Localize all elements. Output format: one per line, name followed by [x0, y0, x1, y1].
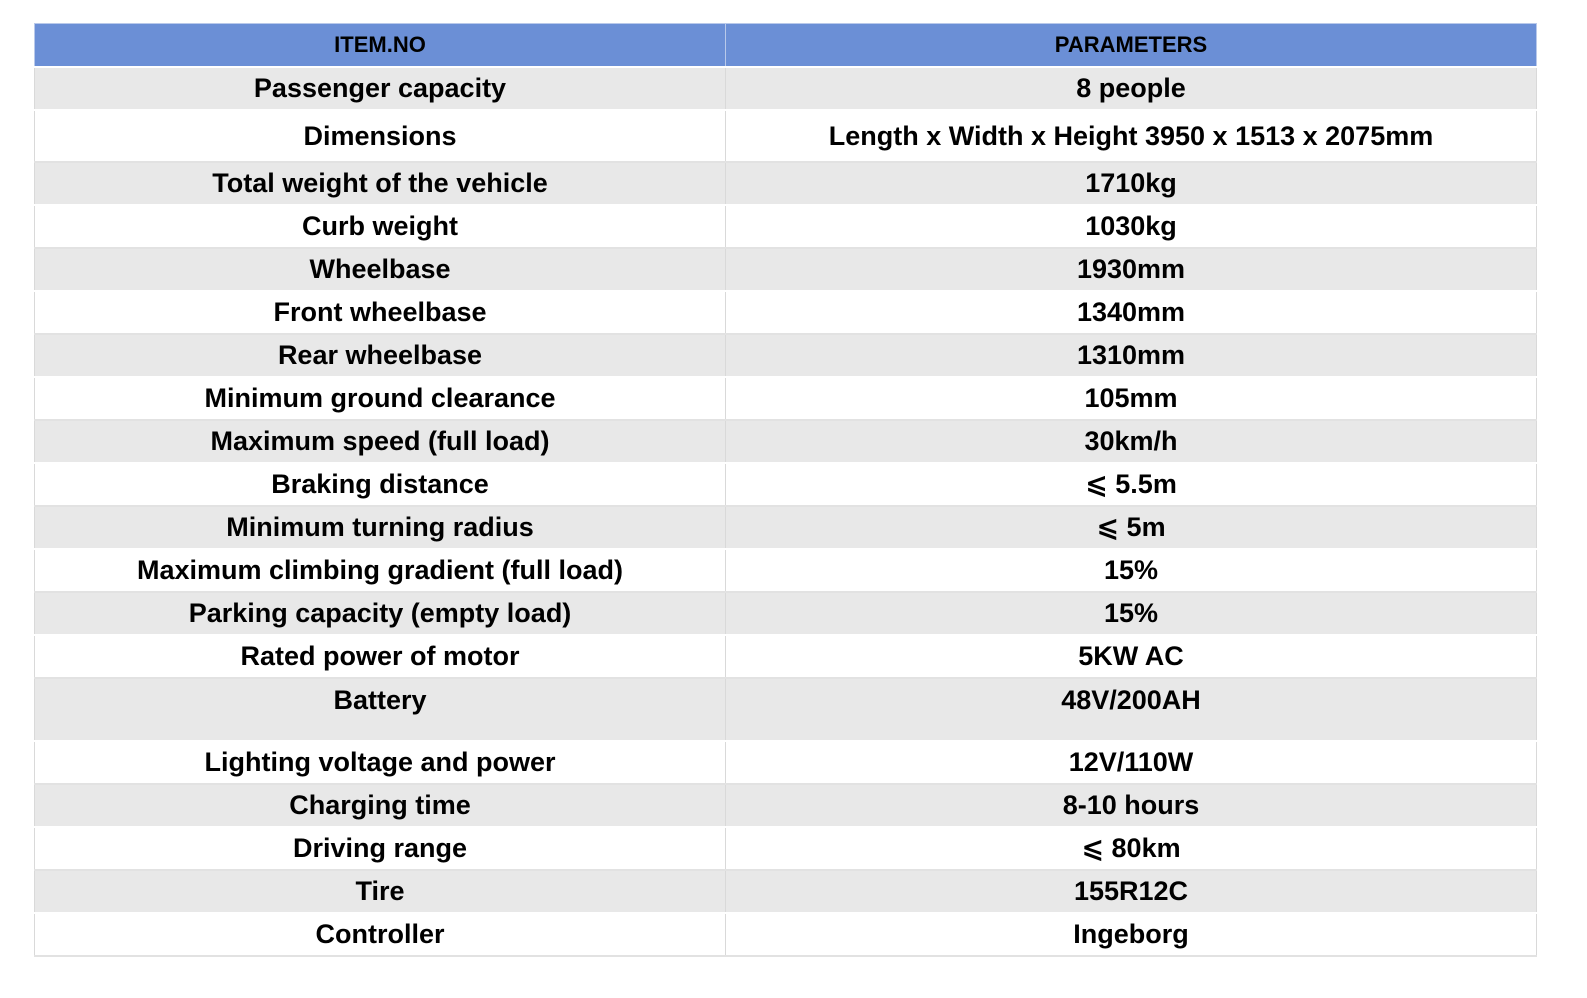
- table-row: [35, 870, 1537, 913]
- value-cell: 1310mm: [726, 334, 1537, 377]
- item-cell: Total weight of the vehicle: [35, 162, 726, 205]
- item-cell: Controller: [35, 913, 726, 956]
- item-cell: Curb weight: [35, 205, 726, 248]
- value-cell: 105mm: [726, 377, 1537, 420]
- value-cell: ⩽ 5m: [726, 506, 1537, 549]
- table-row: [35, 377, 1537, 420]
- table-row: [35, 506, 1537, 549]
- table-row: [35, 827, 1537, 870]
- item-cell: Rated power of motor: [35, 635, 726, 678]
- header-parameters: PARAMETERS: [726, 24, 1537, 68]
- table-row: [35, 678, 1537, 741]
- value-cell: ⩽ 80km: [726, 827, 1537, 870]
- value-cell: 15%: [726, 549, 1537, 592]
- table-row: [35, 549, 1537, 592]
- item-cell: Braking distance: [35, 463, 726, 506]
- header-row: [35, 24, 1537, 68]
- value-cell: Length x Width x Height 3950 x 1513 x 2075mm: [726, 110, 1537, 162]
- item-cell: Front wheelbase: [35, 291, 726, 334]
- value-cell: 12V/110W: [726, 741, 1537, 784]
- table-row: [35, 334, 1537, 377]
- item-cell: Charging time: [35, 784, 726, 827]
- table-row: [35, 205, 1537, 248]
- table-row: [35, 635, 1537, 678]
- table-row: [35, 784, 1537, 827]
- value-cell: 48V/200AH: [726, 678, 1537, 741]
- item-cell: Battery: [35, 678, 726, 741]
- table-row: [35, 291, 1537, 334]
- item-cell: Tire: [35, 870, 726, 913]
- table-row: [35, 592, 1537, 635]
- value-cell: 15%: [726, 592, 1537, 635]
- value-cell: 8 people: [726, 67, 1537, 110]
- item-cell: Driving range: [35, 827, 726, 870]
- header-item-no: ITEM.NO: [35, 24, 726, 68]
- value-cell: 1030kg: [726, 205, 1537, 248]
- value-cell: 30km/h: [726, 420, 1537, 463]
- table-row: [35, 741, 1537, 784]
- value-cell: 1340mm: [726, 291, 1537, 334]
- item-cell: Minimum ground clearance: [35, 377, 726, 420]
- table-row: [35, 420, 1537, 463]
- item-cell: Parking capacity (empty load): [35, 592, 726, 635]
- table-row: [35, 67, 1537, 110]
- item-cell: Lighting voltage and power: [35, 741, 726, 784]
- item-cell: Wheelbase: [35, 248, 726, 291]
- table-row: [35, 913, 1537, 956]
- table-row: [35, 248, 1537, 291]
- value-cell: 155R12C: [726, 870, 1537, 913]
- table-row: [35, 463, 1537, 506]
- spec-table: [34, 23, 1537, 957]
- value-cell: ⩽ 5.5m: [726, 463, 1537, 506]
- value-cell: 8-10 hours: [726, 784, 1537, 827]
- item-cell: Maximum climbing gradient (full load): [35, 549, 726, 592]
- value-cell: 1710kg: [726, 162, 1537, 205]
- value-cell: Ingeborg: [726, 913, 1537, 956]
- value-cell: 5KW AC: [726, 635, 1537, 678]
- item-cell: Maximum speed (full load): [35, 420, 726, 463]
- item-cell: Passenger capacity: [35, 67, 726, 110]
- item-cell: Rear wheelbase: [35, 334, 726, 377]
- table-row: [35, 162, 1537, 205]
- table-row: [35, 110, 1537, 162]
- item-cell: Minimum turning radius: [35, 506, 726, 549]
- item-cell: Dimensions: [35, 110, 726, 162]
- value-cell: 1930mm: [726, 248, 1537, 291]
